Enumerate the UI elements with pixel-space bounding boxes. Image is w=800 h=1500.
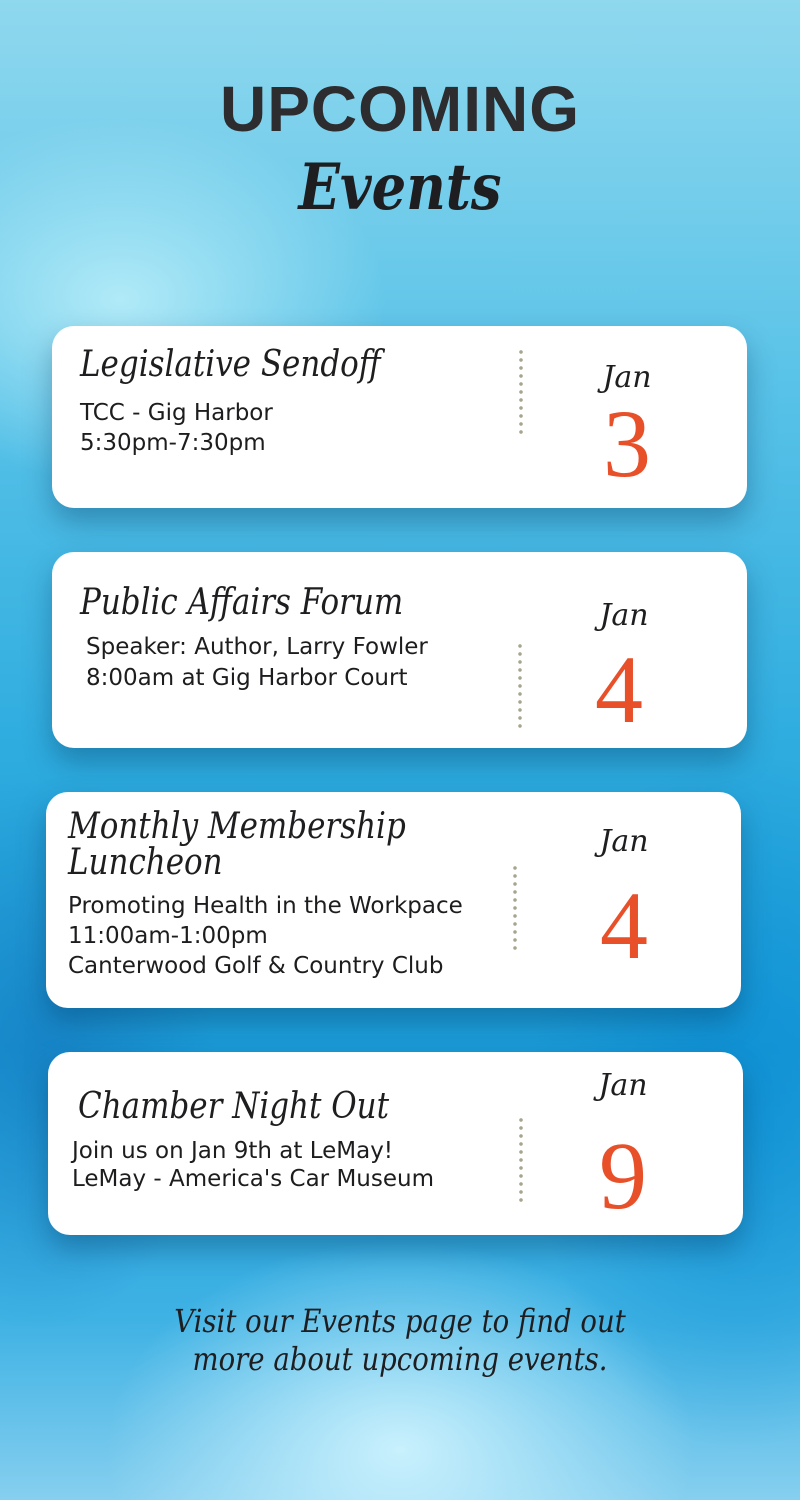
event-location: TCC - Gig Harbor: [80, 400, 273, 426]
event-day: 3: [603, 390, 651, 497]
event-month: Jan: [602, 360, 652, 395]
event-day: 4: [600, 872, 648, 979]
event-title-line-2: Luncheon: [68, 842, 223, 883]
event-card[interactable]: [52, 326, 747, 508]
event-title: Public Affairs Forum: [80, 582, 404, 623]
event-location: Canterwood Golf & Country Club: [68, 953, 444, 979]
event-time: 11:00am-1:00pm: [68, 923, 268, 949]
event-month: Jan: [599, 598, 649, 633]
footer-line-1: Visit our Events page to find out: [174, 1302, 626, 1340]
events-page-note: [0, 1302, 800, 1378]
divider-dots: [513, 864, 517, 950]
divider-dots: [518, 642, 522, 730]
event-month: Jan: [598, 1068, 648, 1103]
event-card[interactable]: [52, 552, 747, 748]
event-time: 5:30pm-7:30pm: [80, 430, 266, 456]
event-description: Join us on Jan 9th at LeMay!: [72, 1138, 394, 1164]
event-speaker: Speaker: Author, Larry Fowler: [86, 634, 428, 660]
event-time-location: 8:00am at Gig Harbor Court: [86, 665, 408, 691]
event-topic: Promoting Health in the Workpace: [68, 893, 463, 919]
footer-line-2: more about upcoming events.: [192, 1340, 608, 1378]
event-title: Legislative Sendoff: [80, 344, 381, 385]
divider-dots: [519, 348, 523, 434]
divider-dots: [519, 1116, 523, 1202]
event-location: LeMay - America's Car Museum: [72, 1166, 434, 1192]
event-month: Jan: [599, 824, 649, 859]
event-card[interactable]: [48, 1052, 743, 1235]
event-card[interactable]: [46, 792, 741, 1008]
event-title-line-1: Monthly Membership: [68, 806, 406, 847]
event-title: Chamber Night Out: [78, 1086, 390, 1127]
event-day: 4: [595, 636, 643, 743]
page-subtitle: Events: [298, 150, 502, 225]
event-day: 9: [599, 1122, 647, 1229]
page-title: UPCOMING: [220, 73, 580, 145]
